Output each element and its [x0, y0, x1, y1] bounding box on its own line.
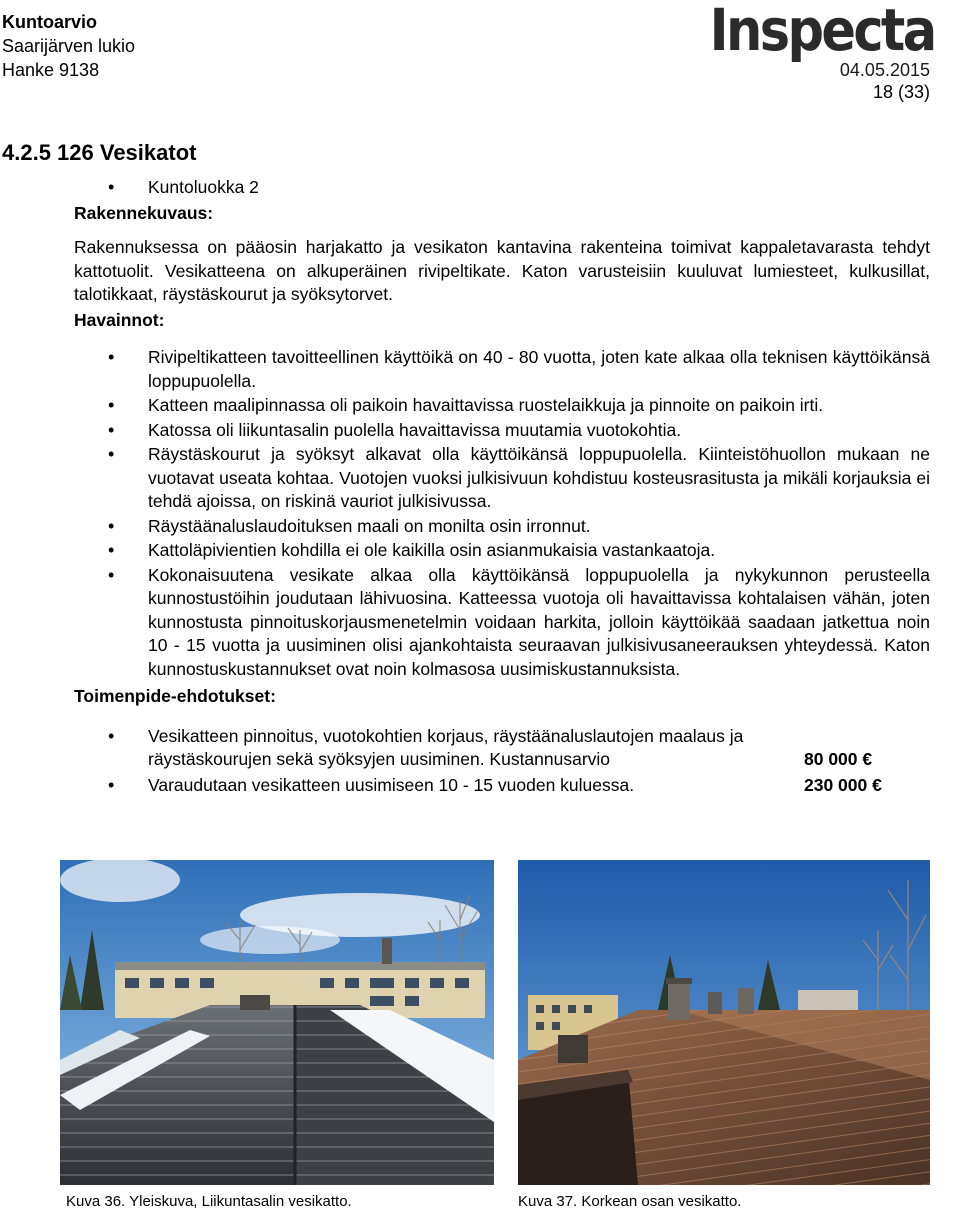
- roof-photo-high-part-image: [518, 860, 930, 1185]
- observation-item: • Räystäskourut ja syöksyt alkavat olla käyttöikänsä loppupuolella. Kiinteistöhuollon mukaan ne vuotavat useata kohtaa. Vuotojen vuoksi julkisivuun kohdistuu kosteusrasitusta ja mikäli korjauksia ei tehdä ajoissa, on riskinä vauriot julkisivussa.: [74, 443, 930, 514]
- action-item: [74, 774, 930, 798]
- observation-item: • Räystäänaluslaudoituksen maali on monilta osin irronnut.: [74, 515, 930, 539]
- actions-list: [74, 725, 930, 798]
- action-item: [74, 725, 930, 772]
- photo-caption: Kuva 37. Korkean osan vesikatto.: [518, 1193, 742, 1210]
- section-title: 4.2.5 126 Vesikatot: [2, 140, 197, 165]
- page-number: 18 (33): [872, 82, 930, 102]
- action-text-line: Varaudutaan vesikatteen uusimiseen 10 - 15 vuoden kuluessa.: [148, 774, 635, 795]
- actions-heading: Toimenpide-ehdotukset:: [74, 686, 276, 706]
- condition-class-list: [74, 176, 930, 200]
- header-date: 04.05.2015: [839, 60, 930, 80]
- action-text-line: räystäskourujen sekä syöksyjen uusiminen. Kustannusarvio: [148, 749, 611, 769]
- observation-item: • Katossa oli liikuntasalin puolella havaittavissa muutamia vuotokohtia.: [74, 419, 930, 443]
- document-header: [2, 10, 135, 82]
- cost-estimate: 230 000 €: [804, 774, 882, 795]
- description-paragraph: Rakennuksessa on pääosin harjakatto ja vesikaton kantavina rakenteina toimivat kappaletavarasta tehdyt kattotuolit. Vesikatteena on alkuperäinen rivipeltikate. Katon varusteisiin kuuluvat lumiesteet, kulkusillat, talotikkaat, räystäskourut ja syöksytorvet.: [74, 237, 930, 304]
- roof-photo-sports-hall-image: [60, 860, 494, 1185]
- cost-estimate: 80 000 €: [804, 749, 873, 769]
- section-content: [74, 174, 930, 797]
- observations-heading: Havainnot:: [74, 309, 165, 330]
- photo-caption: Kuva 36. Yleiskuva, Liikuntasalin vesikatto.: [66, 1193, 352, 1210]
- action-cost-line: [148, 748, 930, 772]
- observation-item: • Rivipeltikatteen tavoitteellinen käyttöikä on 40 - 80 vuotta, joten kate alkaa olla teknisen käyttöikänsä loppupuolella.: [74, 346, 930, 393]
- roof-photo-sports-hall: [60, 860, 494, 1185]
- observations-list: [74, 346, 930, 681]
- inspecta-logo: Inspecta: [709, 0, 934, 64]
- description-heading: Rakennekuvaus:: [74, 202, 214, 223]
- roof-photo-high-part: [518, 860, 930, 1185]
- action-cost-line: [148, 774, 930, 798]
- observation-item: • Kokonaisuutena vesikate alkaa olla käyttöikänsä loppupuolella ja nykykunnon perusteella kunnostustöihin joudutaan lähivuosina. Katteessa vuotoja oli havaittavissa kohtalaisen vähän, joten kunnostusta pinnoituskorjausmenetelmin voidaan harkita, jolloin käyttöikää saadaan jatkettua noin 10 - 15 vuotta ja uusiminen olisi ajankohtaista seuraavan julkisivusaneerauksen yhteydessä. Katon kunnostuskustannukset ovat noin kolmasosa uusimiskustannuksista.: [74, 564, 930, 682]
- observation-item: • Katteen maalipinnassa oli paikoin havaittavissa ruostelaikkuja ja pinnoite on paikoin irti.: [74, 394, 930, 418]
- condition-class: • Kuntoluokka 2: [74, 176, 930, 200]
- header-site: Saarijärven lukio: [2, 36, 136, 56]
- header-project: Hanke 9138: [2, 60, 100, 80]
- action-text-line: • Vesikatteen pinnoitus, vuotokohtien korjaus, räystäänaluslautojen maalaus ja: [148, 725, 744, 746]
- observation-item: • Kattoläpivientien kohdilla ei ole kaikilla osin asianmukaisia vastankaatoja.: [74, 539, 930, 563]
- header-client: Kuntoarvio: [2, 12, 98, 32]
